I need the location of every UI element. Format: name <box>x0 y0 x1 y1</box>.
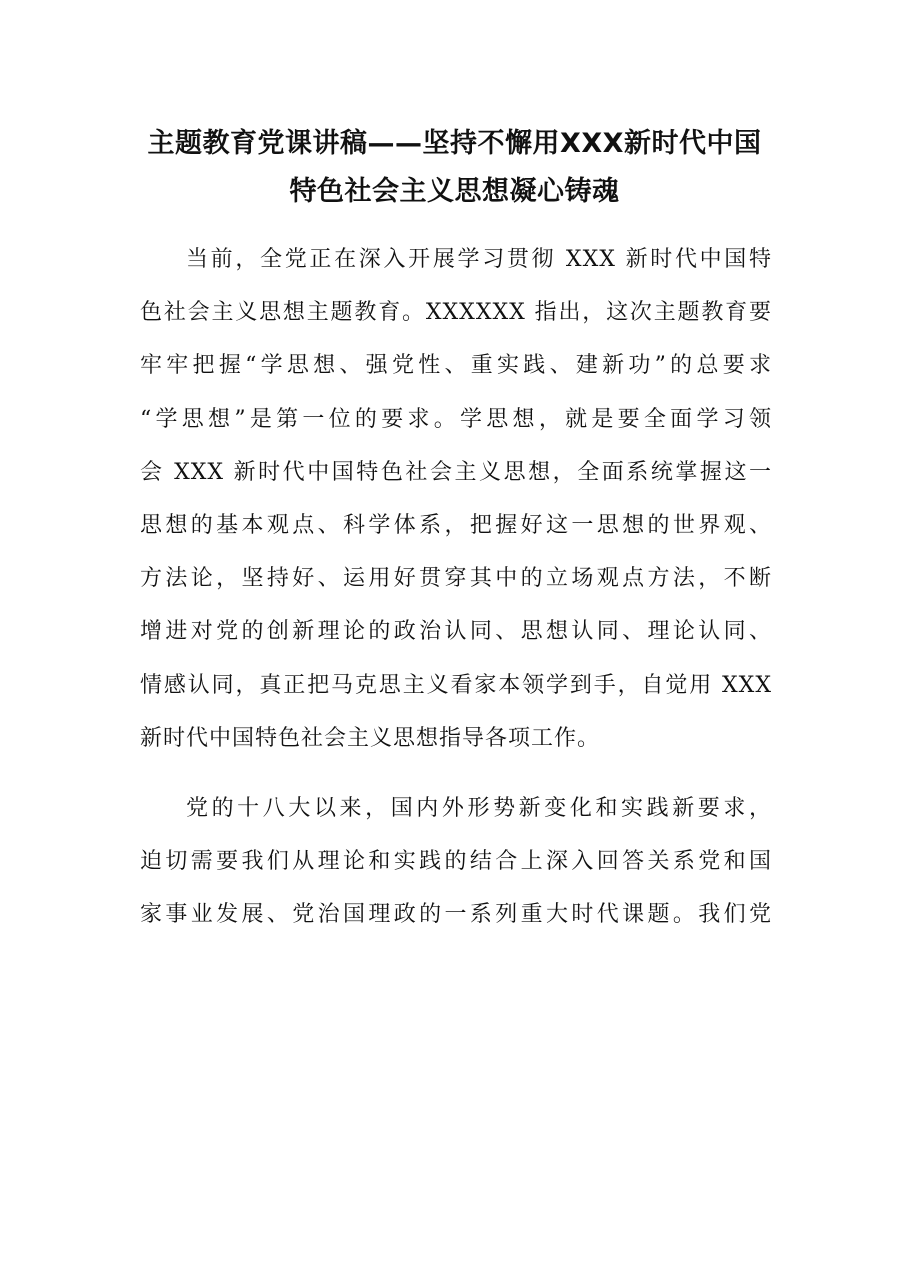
text-line: 党的十八大以来，国内外形势新变化和实践新要求， <box>186 795 772 821</box>
text-line: 思想的基本观点、科学体系，把握好这一思想的世界观、 <box>140 512 772 538</box>
text-line: 迫切需要我们从理论和实践的结合上深入回答关系党和国 <box>140 849 772 875</box>
text-line: 当前，全党正在深入开展学习贯彻 XXX 新时代中国特 <box>186 247 772 272</box>
text-line: 会 XXX 新时代中国特色社会主义思想，全面系统掌握这一 <box>140 459 772 485</box>
paragraph-gap <box>140 765 772 782</box>
title-line-2: 特色社会主义思想凝心铸魂 <box>289 176 620 207</box>
paragraph-2 <box>140 782 772 942</box>
text-line: “学思想”是第一位的要求。学思想，就是要全面学习领 <box>140 406 772 432</box>
text-line: 牢牢把握“学思想、强党性、重实践、建新功”的总要求 <box>140 353 772 379</box>
document-body <box>140 233 772 941</box>
title-line-1: 主题教育党课讲稿——坚持不懈用XXX新时代中国 <box>147 128 762 159</box>
text-line: 情感认同，真正把马克思主义看家本领学到手，自觉用 XXX <box>140 672 772 698</box>
document-title <box>120 120 789 216</box>
text-line: 增进对党的创新理论的政治认同、思想认同、理论认同、 <box>140 619 772 645</box>
text-line: 方法论，坚持好、运用好贯穿其中的立场观点方法，不断 <box>140 566 772 592</box>
text-line: 色社会主义思想主题教育。XXXXXX 指出，这次主题教育要 <box>140 300 772 326</box>
paragraph-1 <box>140 233 772 765</box>
text-line: 新时代中国特色社会主义思想指导各项工作。 <box>140 725 601 751</box>
text-line: 家事业发展、党治国理政的一系列重大时代课题。我们党 <box>140 902 772 928</box>
